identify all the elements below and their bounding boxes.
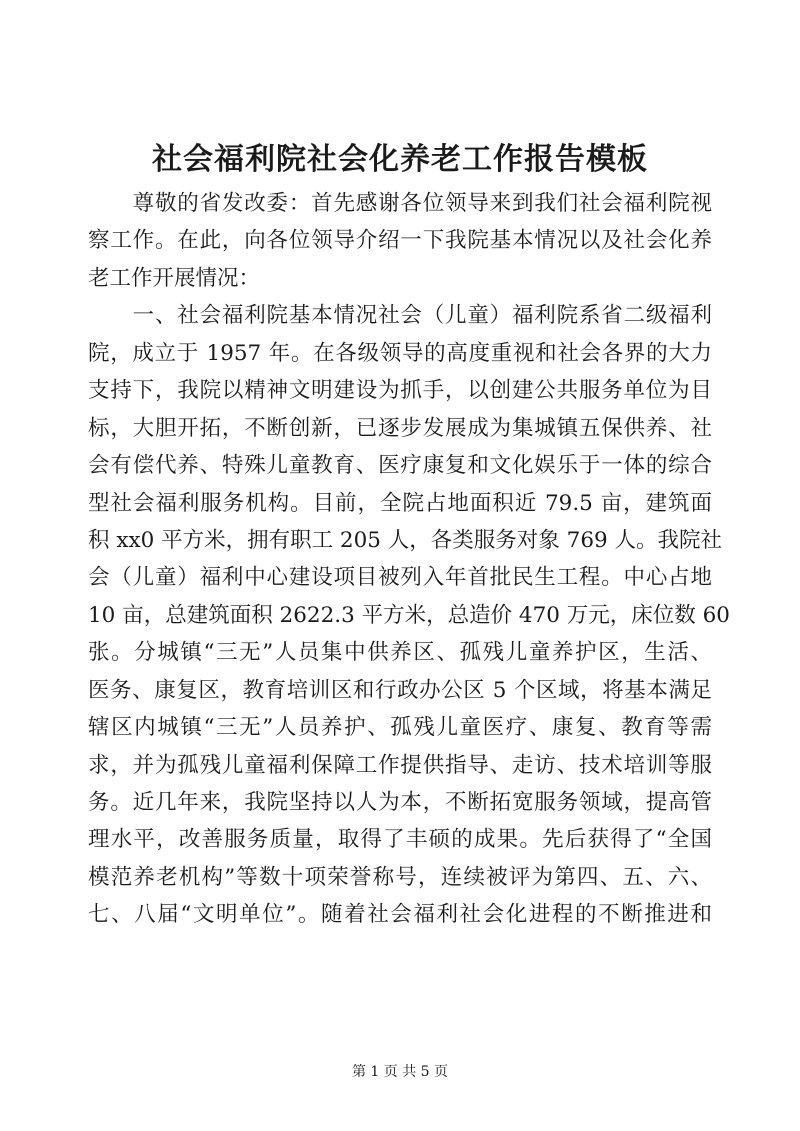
body-line: 七、八届“文明单位”。随着社会福利社会化进程的不断推进和 <box>88 902 712 928</box>
body-line: 张。分城镇“三无”人员集中供养区、孤残儿童养护区，生活、 <box>88 640 712 666</box>
body-line: 10 亩，总建筑面积 2622.3 平方米，总造价 470 万元，床位数 60 <box>88 602 730 628</box>
body-line: 会（儿童）福利中心建设项目被列入年首批民生工程。中心占地 <box>88 565 712 591</box>
body-line: 积 xx0 平方米，拥有职工 205 人，各类服务对象 769 人。我院社 <box>88 527 723 553</box>
body-line: 支持下，我院以精神文明建设为抓手，以创建公共服务单位为目 <box>88 378 712 404</box>
page-number-footer: 第 1 页 共 5 页 <box>351 1064 449 1080</box>
document-body <box>88 185 730 934</box>
body-line: 察工作。在此，向各位领导介绍一下我院基本情况以及社会化养 <box>88 228 712 254</box>
body-line: 求，并为孤残儿童福利保障工作提供指导、走访、技术培训等服 <box>88 752 712 778</box>
body-line: 务。近几年来，我院坚持以人为本，不断拓宽服务领域，提高管 <box>88 790 712 815</box>
body-line: 理水平，改善服务质量，取得了丰硕的成果。先后获得了“全国 <box>88 827 712 853</box>
body-line: 模范养老机构”等数十项荣誉称号，连续被评为第四、五、六、 <box>88 864 712 890</box>
body-line: 尊敬的省发改委：首先感谢各位领导来到我们社会福利院视 <box>88 191 712 216</box>
body-line: 辖区内城镇“三无”人员养护、孤残儿童医疗、康复、教育等需 <box>88 715 712 741</box>
document-title: 社会福利院社会化养老工作报告模板 <box>152 142 648 177</box>
body-line: 型社会福利服务机构。目前，全院占地面积近 79.5 亩，建筑面 <box>88 490 712 516</box>
body-line: 会有偿代养、特殊儿童教育、医疗康复和文化娱乐于一体的综合 <box>88 453 712 479</box>
body-line: 医务、康复区，教育培训区和行政办公区 5 个区域，将基本满足 <box>88 677 712 703</box>
body-line: 一、社会福利院基本情况社会（儿童）福利院系省二级福利 <box>88 303 712 329</box>
body-line: 老工作开展情况： <box>88 265 261 291</box>
body-line: 标，大胆开拓，不断创新，已逐步发展成为集城镇五保供养、社 <box>88 415 712 441</box>
body-line: 院，成立于 1957 年。在各级领导的高度重视和社会各界的大力 <box>88 340 712 366</box>
